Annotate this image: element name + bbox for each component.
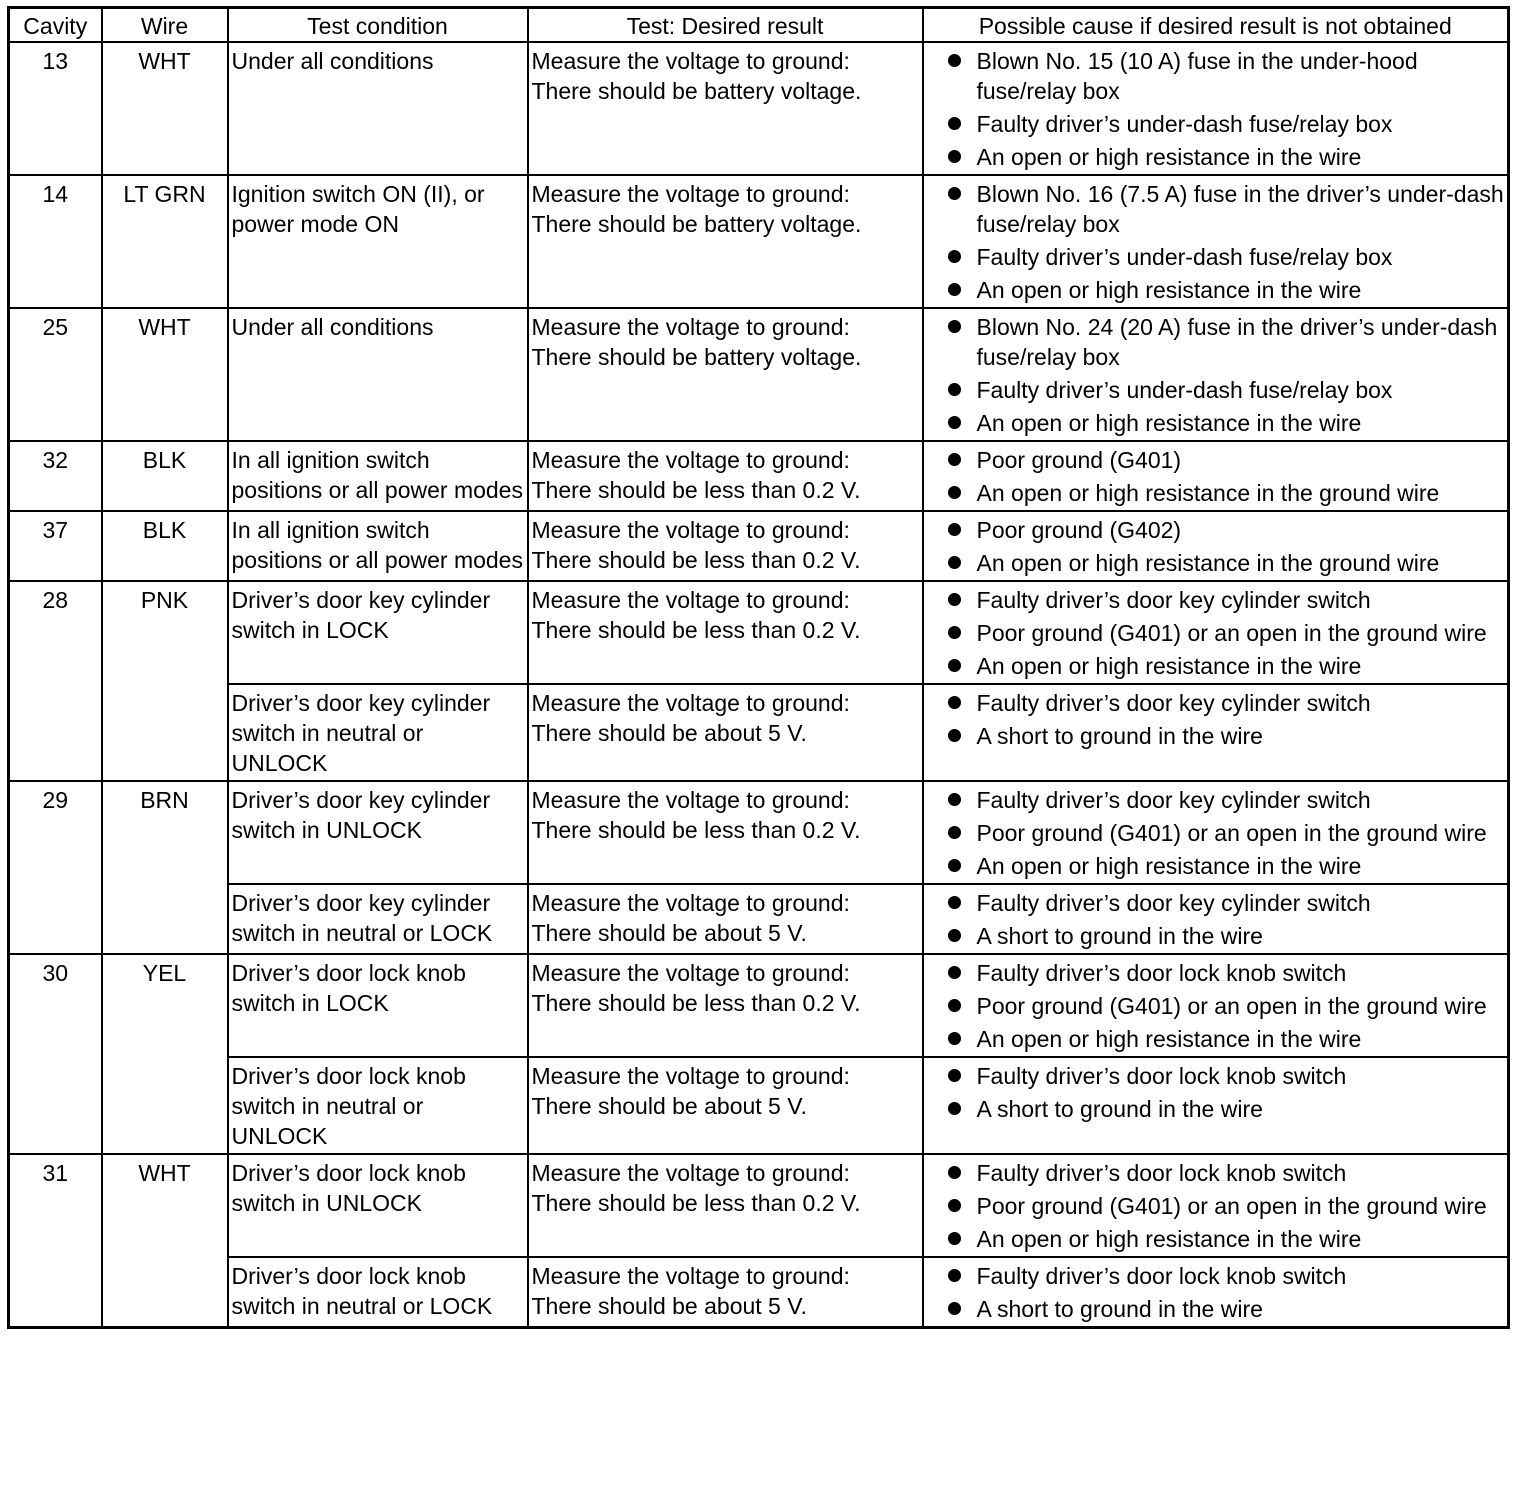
possible-cause-cell [923, 1257, 1509, 1328]
bullet-icon [948, 729, 961, 742]
wire-color-cell: YEL [102, 954, 228, 1154]
desired-result-line: Measure the voltage to ground: [531, 48, 850, 74]
bullet-icon [948, 1302, 961, 1315]
bullet-icon [948, 593, 961, 606]
possible-cause-text: Faulty driver’s door key cylinder switch [976, 787, 1371, 813]
desired-result-line: Measure the voltage to ground: [531, 447, 850, 473]
test-condition-cell: Driver’s door key cylinder switch in LOCK [228, 581, 528, 684]
possible-cause-list [927, 958, 1505, 1054]
test-condition-cell: Driver’s door lock knob switch in neutral or UNLOCK [228, 1057, 528, 1154]
bullet-icon [948, 283, 961, 296]
possible-cause-list [927, 445, 1505, 508]
bullet-icon [948, 626, 961, 639]
bullet-icon [948, 1102, 961, 1115]
desired-result-line: There should be less than 0.2 V. [531, 990, 861, 1016]
possible-cause-cell [923, 308, 1509, 441]
possible-cause-cell [923, 581, 1509, 684]
bullet-icon [948, 929, 961, 942]
possible-cause-cell [923, 684, 1509, 781]
bullet-icon [948, 1232, 961, 1245]
bullet-icon [948, 383, 961, 396]
connector-test-table [7, 6, 1510, 1329]
bullet-icon [948, 556, 961, 569]
list-item [927, 1094, 1505, 1124]
possible-cause-text: A short to ground in the wire [976, 723, 1263, 749]
list-item [927, 1191, 1505, 1221]
possible-cause-cell [923, 175, 1509, 308]
desired-result-line: There should be battery voltage. [531, 78, 862, 104]
table-row [9, 308, 1509, 441]
bullet-icon [948, 1269, 961, 1282]
possible-cause-text: A short to ground in the wire [976, 1096, 1263, 1122]
wire-color-cell: PNK [102, 581, 228, 781]
possible-cause-text: Poor ground (G402) [976, 517, 1182, 543]
table-row [9, 954, 1509, 1057]
possible-cause-text: Faulty driver’s door lock knob switch [976, 1160, 1347, 1186]
header-possible-cause: Possible cause if desired result is not obtained [923, 8, 1509, 43]
possible-cause-cell [923, 42, 1509, 175]
desired-result-line: Measure the voltage to ground: [531, 181, 850, 207]
desired-result-cell [528, 1057, 923, 1154]
bullet-icon [948, 896, 961, 909]
list-item [927, 888, 1505, 918]
list-item [927, 1024, 1505, 1054]
desired-result-cell [528, 581, 923, 684]
bullet-icon [948, 696, 961, 709]
desired-result-cell [528, 175, 923, 308]
test-condition-cell: Ignition switch ON (II), or power mode ON [228, 175, 528, 308]
possible-cause-text: Faulty driver’s under-dash fuse/relay box [976, 111, 1393, 137]
bullet-icon [948, 1032, 961, 1045]
possible-cause-cell [923, 1057, 1509, 1154]
test-condition-cell: Under all conditions [228, 42, 528, 175]
possible-cause-list [927, 688, 1505, 751]
cavity-cell: 32 [9, 441, 102, 511]
list-item [927, 651, 1505, 681]
possible-cause-list [927, 1158, 1505, 1254]
cavity-cell: 25 [9, 308, 102, 441]
table-row [9, 511, 1509, 581]
desired-result-line: There should be battery voltage. [531, 211, 862, 237]
bullet-icon [948, 859, 961, 872]
desired-result-line: There should be about 5 V. [531, 1293, 807, 1319]
list-item [927, 1061, 1505, 1091]
table-row [9, 581, 1509, 684]
bullet-icon [948, 250, 961, 263]
desired-result-line: Measure the voltage to ground: [531, 1160, 850, 1186]
possible-cause-text: Poor ground (G401) or an open in the ground wire [976, 620, 1487, 646]
list-item [927, 408, 1505, 438]
possible-cause-text: An open or high resistance in the wire [976, 410, 1362, 436]
possible-cause-text: Blown No. 16 (7.5 A) fuse in the driver’s under-dash fuse/relay box [976, 181, 1504, 237]
desired-result-line: There should be about 5 V. [531, 1093, 807, 1119]
table-row [9, 1154, 1509, 1257]
possible-cause-text: Faulty driver’s under-dash fuse/relay box [976, 244, 1393, 270]
possible-cause-cell [923, 511, 1509, 581]
possible-cause-list [927, 585, 1505, 681]
bullet-icon [948, 826, 961, 839]
list-item [927, 1294, 1505, 1324]
desired-result-line: Measure the voltage to ground: [531, 314, 850, 340]
desired-result-cell [528, 308, 923, 441]
desired-result-cell [528, 954, 923, 1057]
desired-result-cell [528, 884, 923, 954]
bullet-icon [948, 999, 961, 1012]
wire-color-cell: WHT [102, 1154, 228, 1328]
table-row [9, 684, 1509, 781]
possible-cause-text: Poor ground (G401) [976, 447, 1182, 473]
desired-result-line: Measure the voltage to ground: [531, 890, 850, 916]
table-row [9, 884, 1509, 954]
cavity-cell: 29 [9, 781, 102, 954]
desired-result-line: There should be less than 0.2 V. [531, 617, 861, 643]
possible-cause-cell [923, 781, 1509, 884]
desired-result-line: There should be less than 0.2 V. [531, 817, 861, 843]
possible-cause-text: Poor ground (G401) or an open in the ground wire [976, 1193, 1487, 1219]
possible-cause-text: An open or high resistance in the wire [976, 653, 1362, 679]
list-item [927, 1224, 1505, 1254]
bullet-icon [948, 523, 961, 536]
bullet-icon [948, 793, 961, 806]
list-item [927, 958, 1505, 988]
possible-cause-text: Blown No. 15 (10 A) fuse in the under-hood fuse/relay box [976, 48, 1418, 104]
test-condition-cell: In all ignition switch positions or all power modes [228, 511, 528, 581]
test-condition-cell: Driver’s door key cylinder switch in neutral or LOCK [228, 884, 528, 954]
list-item [927, 275, 1505, 305]
desired-result-line: There should be about 5 V. [531, 720, 807, 746]
desired-result-line: There should be less than 0.2 V. [531, 477, 861, 503]
test-condition-cell: In all ignition switch positions or all power modes [228, 441, 528, 511]
desired-result-line: Measure the voltage to ground: [531, 690, 850, 716]
table-row [9, 175, 1509, 308]
possible-cause-text: Poor ground (G401) or an open in the ground wire [976, 820, 1487, 846]
list-item [927, 445, 1505, 475]
possible-cause-list [927, 1061, 1505, 1124]
possible-cause-text: An open or high resistance in the wire [976, 144, 1362, 170]
troubleshooting-table-container [7, 6, 1507, 1329]
list-item [927, 312, 1505, 372]
possible-cause-text: An open or high resistance in the ground wire [976, 550, 1440, 576]
list-item [927, 548, 1505, 578]
wire-color-cell: WHT [102, 42, 228, 175]
possible-cause-text: Blown No. 24 (20 A) fuse in the driver’s under-dash fuse/relay box [976, 314, 1498, 370]
table-row [9, 42, 1509, 175]
list-item [927, 142, 1505, 172]
possible-cause-text: An open or high resistance in the wire [976, 1226, 1362, 1252]
desired-result-line: Measure the voltage to ground: [531, 587, 850, 613]
cavity-cell: 37 [9, 511, 102, 581]
possible-cause-list [927, 1261, 1505, 1324]
possible-cause-cell [923, 441, 1509, 511]
desired-result-line: There should be less than 0.2 V. [531, 1190, 861, 1216]
possible-cause-list [927, 515, 1505, 578]
possible-cause-text: A short to ground in the wire [976, 923, 1263, 949]
possible-cause-cell [923, 1154, 1509, 1257]
cavity-cell: 28 [9, 581, 102, 781]
cavity-cell: 14 [9, 175, 102, 308]
desired-result-cell [528, 1257, 923, 1328]
possible-cause-text: Faulty driver’s door lock knob switch [976, 1063, 1347, 1089]
list-item [927, 921, 1505, 951]
possible-cause-text: Poor ground (G401) or an open in the ground wire [976, 993, 1487, 1019]
header-test-condition: Test condition [228, 8, 528, 43]
list-item [927, 851, 1505, 881]
list-item [927, 515, 1505, 545]
possible-cause-text: An open or high resistance in the wire [976, 277, 1362, 303]
wire-color-cell: LT GRN [102, 175, 228, 308]
possible-cause-text: An open or high resistance in the wire [976, 1026, 1362, 1052]
possible-cause-cell [923, 884, 1509, 954]
test-condition-cell: Driver’s door lock knob switch in neutral or LOCK [228, 1257, 528, 1328]
list-item [927, 785, 1505, 815]
possible-cause-list [927, 888, 1505, 951]
header-cavity: Cavity [9, 8, 102, 43]
desired-result-line: There should be about 5 V. [531, 920, 807, 946]
desired-result-line: There should be less than 0.2 V. [531, 547, 861, 573]
desired-result-cell [528, 511, 923, 581]
desired-result-line: Measure the voltage to ground: [531, 517, 850, 543]
possible-cause-cell [923, 954, 1509, 1057]
desired-result-line: Measure the voltage to ground: [531, 1263, 850, 1289]
cavity-cell: 30 [9, 954, 102, 1154]
possible-cause-list [927, 785, 1505, 881]
list-item [927, 1261, 1505, 1291]
table-row [9, 1057, 1509, 1154]
bullet-icon [948, 966, 961, 979]
list-item [927, 585, 1505, 615]
bullet-icon [948, 54, 961, 67]
bullet-icon [948, 150, 961, 163]
bullet-icon [948, 453, 961, 466]
possible-cause-text: Faulty driver’s door key cylinder switch [976, 890, 1371, 916]
bullet-icon [948, 1069, 961, 1082]
test-condition-cell: Driver’s door lock knob switch in UNLOCK [228, 1154, 528, 1257]
header-row [9, 8, 1509, 43]
list-item [927, 179, 1505, 239]
cavity-cell: 13 [9, 42, 102, 175]
possible-cause-text: Faulty driver’s door lock knob switch [976, 1263, 1347, 1289]
header-wire: Wire [102, 8, 228, 43]
list-item [927, 991, 1505, 1021]
wire-color-cell: BLK [102, 441, 228, 511]
list-item [927, 818, 1505, 848]
wire-color-cell: BLK [102, 511, 228, 581]
possible-cause-text: A short to ground in the wire [976, 1296, 1263, 1322]
bullet-icon [948, 117, 961, 130]
desired-result-cell [528, 781, 923, 884]
wire-color-cell: BRN [102, 781, 228, 954]
bullet-icon [948, 659, 961, 672]
bullet-icon [948, 416, 961, 429]
desired-result-cell [528, 1154, 923, 1257]
desired-result-line: Measure the voltage to ground: [531, 960, 850, 986]
table-row [9, 1257, 1509, 1328]
possible-cause-text: An open or high resistance in the ground wire [976, 480, 1440, 506]
desired-result-cell [528, 684, 923, 781]
list-item [927, 109, 1505, 139]
bullet-icon [948, 1199, 961, 1212]
possible-cause-text: Faulty driver’s door key cylinder switch [976, 690, 1371, 716]
possible-cause-text: Faulty driver’s door lock knob switch [976, 960, 1347, 986]
bullet-icon [948, 486, 961, 499]
bullet-icon [948, 187, 961, 200]
possible-cause-text: Faulty driver’s door key cylinder switch [976, 587, 1371, 613]
possible-cause-text: An open or high resistance in the wire [976, 853, 1362, 879]
list-item [927, 688, 1505, 718]
wire-color-cell: WHT [102, 308, 228, 441]
cavity-cell: 31 [9, 1154, 102, 1328]
list-item [927, 721, 1505, 751]
table-row [9, 441, 1509, 511]
desired-result-line: Measure the voltage to ground: [531, 1063, 850, 1089]
possible-cause-list [927, 312, 1505, 438]
possible-cause-list [927, 46, 1505, 172]
desired-result-cell [528, 42, 923, 175]
desired-result-line: Measure the voltage to ground: [531, 787, 850, 813]
bullet-icon [948, 1166, 961, 1179]
list-item [927, 242, 1505, 272]
list-item [927, 375, 1505, 405]
desired-result-line: There should be battery voltage. [531, 344, 862, 370]
bullet-icon [948, 320, 961, 333]
desired-result-cell [528, 441, 923, 511]
list-item [927, 618, 1505, 648]
test-condition-cell: Under all conditions [228, 308, 528, 441]
test-condition-cell: Driver’s door key cylinder switch in neutral or UNLOCK [228, 684, 528, 781]
header-desired-result: Test: Desired result [528, 8, 923, 43]
test-condition-cell: Driver’s door key cylinder switch in UNLOCK [228, 781, 528, 884]
test-condition-cell: Driver’s door lock knob switch in LOCK [228, 954, 528, 1057]
list-item [927, 478, 1505, 508]
possible-cause-text: Faulty driver’s under-dash fuse/relay box [976, 377, 1393, 403]
possible-cause-list [927, 179, 1505, 305]
list-item [927, 46, 1505, 106]
list-item [927, 1158, 1505, 1188]
table-row [9, 781, 1509, 884]
